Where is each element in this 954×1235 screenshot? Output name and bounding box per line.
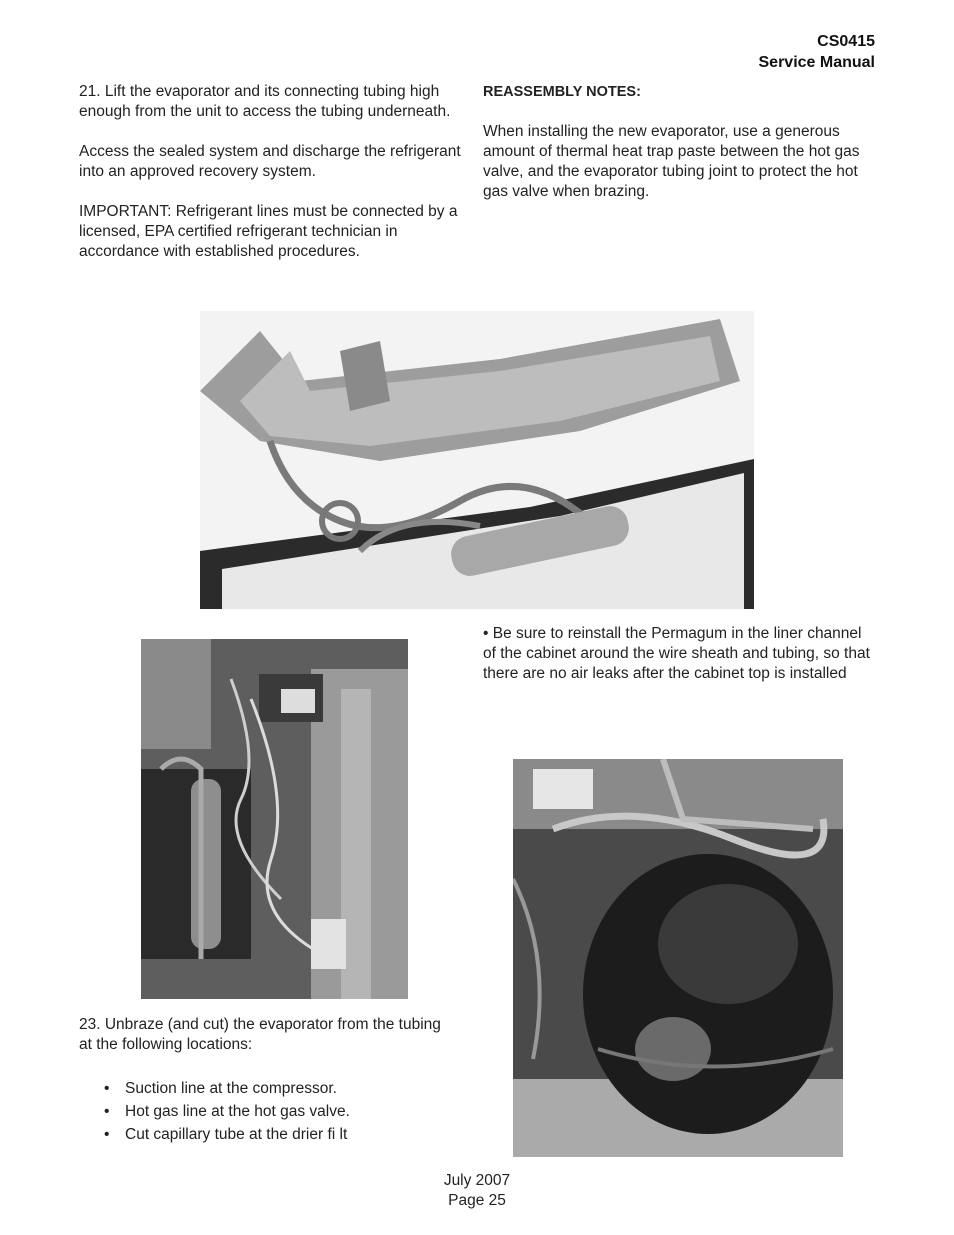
reassembly-notes-heading: REASSEMBLY NOTES: [483,84,641,100]
step-23 [79,1015,449,1075]
permagum-note-text: • Be sure to reinstall the Permagum in the liner channel of the cabinet around the wire sheath and tubing, so that there are no air leaks after the cabinet top is installed [483,625,870,682]
step-21-text: 21. Lift the evaporator and its connecting tubing high enough from the unit to access the tubing underneath. [79,83,451,120]
access-sealed-system-text: Access the sealed system and discharge the refrigerant into an approved recovery system. [79,143,461,180]
right-column [483,82,873,222]
step-23-text: 23. Unbraze (and cut) the evaporator from the tubing at the following locations: [79,1016,441,1053]
permagum-note [483,624,875,704]
list-item: • Hot gas line at the hot gas valve. [104,1100,350,1123]
unbraze-locations-list [104,1077,350,1146]
evaporator-photo [200,311,754,609]
hot-gas-valve-photo [141,639,408,999]
document-code: CS0415 [817,33,875,50]
reassembly-note-text: When installing the new evaporator, use a generous amount of thermal heat trap paste between the hot gas valve, and the evaporator tubing joint to protect the hot gas valve when brazing. [483,123,860,200]
list-item: • Suction line at the compressor. [104,1077,350,1100]
footer-date: July 2007 [443,1172,511,1189]
compressor-photo [513,759,843,1157]
important-note-text: IMPORTANT: Refrigerant lines must be connected by a licensed, EPA certified refrigerant technician in accordance with established procedures. [79,203,458,260]
list-item: • Cut capillary tube at the drier ﬁ lt [104,1123,350,1146]
document-title: Service Manual [758,54,875,71]
left-column [79,82,471,282]
page-number: Page 25 [448,1192,506,1209]
